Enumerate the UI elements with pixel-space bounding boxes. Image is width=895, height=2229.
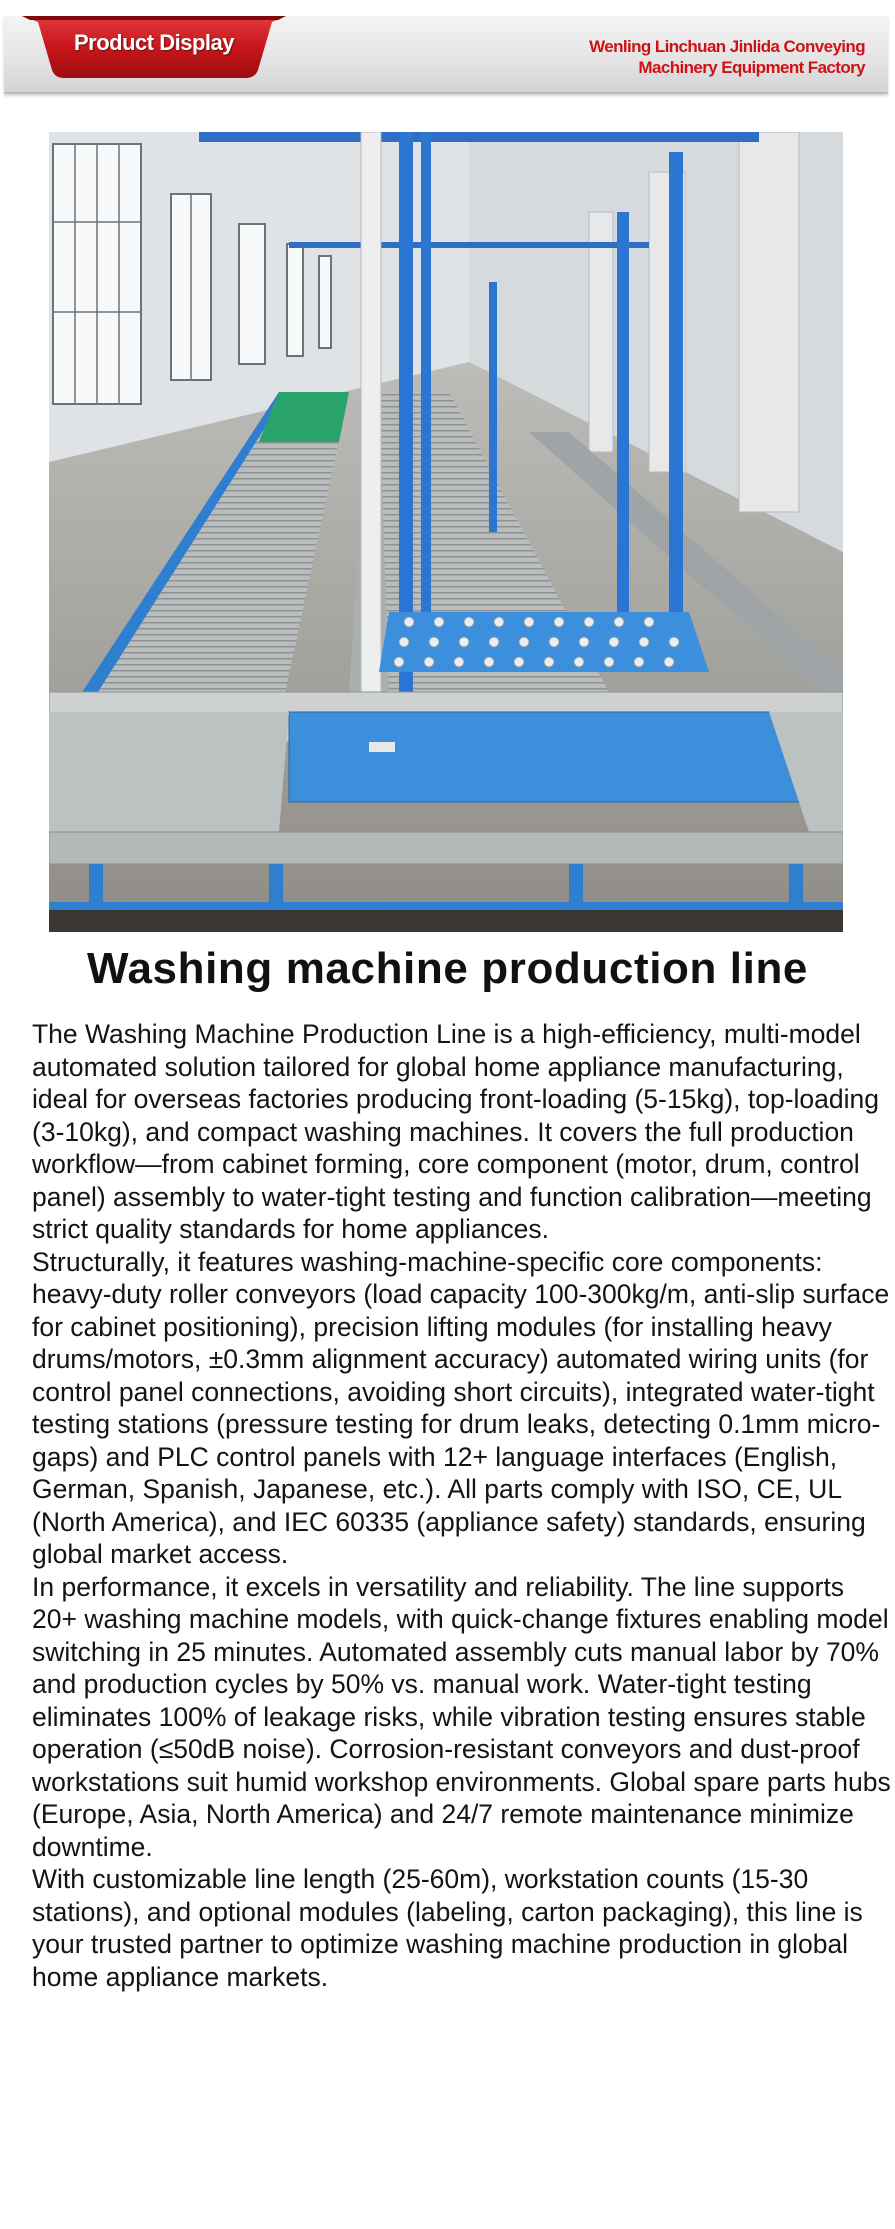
product-description	[32, 1018, 892, 1993]
paragraph-structure: Structurally, it features washing-machine-specific core components: heavy-duty roller conveyors (load capacity 100-300kg/m, anti-slip surface for cabinet positioning), precision lifting modules (for installing heavy drums/motors, ±0.3mm alignment accuracy) automated wiring units (for control panel connections, avoiding short circuits), integrated water-tight testing stations (pressure testing for drum leaks, detecting 0.1mm micro-gaps) and PLC control panels with 12+ language interfaces (English, German, Spanish, Japanese, etc.). All parts comply with ISO, CE, UL (North America), and IEC 60335 (appliance safety) standards, ensuring global market access.	[32, 1246, 890, 1569]
factory-conveyor-photo-icon	[49, 132, 843, 932]
product-display-tab	[22, 8, 286, 82]
paragraph-customization: With customizable line length (25-60m), workstation counts (15-30 stations), and optional modules (labeling, carton packaging), this line is your trusted partner to optimize washing machine production in global home appliance markets.	[32, 1864, 863, 1992]
company-line-2: Machinery Equipment Factory	[638, 58, 865, 77]
paragraph-overview: The Washing Machine Production Line is a high-efficiency, multi-model automated solution tailored for global home appliance manufacturing, ideal for overseas factories producing front-loading (5-15kg), top-loading (3-10kg), and compact washing machines. It covers the full production workflow—from cabinet forming, core component (motor, drum, control panel) assembly to water-tight testing and function calibration—meeting strict quality standards for home appliances.	[32, 1019, 880, 1244]
company-line-1: Wenling Linchuan Jinlida Conveying	[589, 37, 865, 56]
page-title: Washing machine production line	[86, 944, 808, 993]
tab-label: Product Display	[74, 30, 234, 55]
page-header	[0, 0, 895, 100]
company-name	[545, 36, 865, 78]
paragraph-performance: In performance, it excels in versatility and reliability. The line supports 20+ washing machine models, with quick-change fixtures enabling model switching in 25 minutes. Automated assembly cuts manual labor by 70% and production cycles by 50% vs. manual work. Water-tight testing eliminates 100% of leakage risks, while vibration testing ensures stable operation (≤50dB noise). Corrosion-resistant conveyors and dust-proof workstations suit humid workshop environments. Global spare parts hubs (Europe, Asia, North America) and 24/7 remote maintenance minimize downtime.	[32, 1571, 891, 1862]
product-photo	[49, 132, 843, 932]
